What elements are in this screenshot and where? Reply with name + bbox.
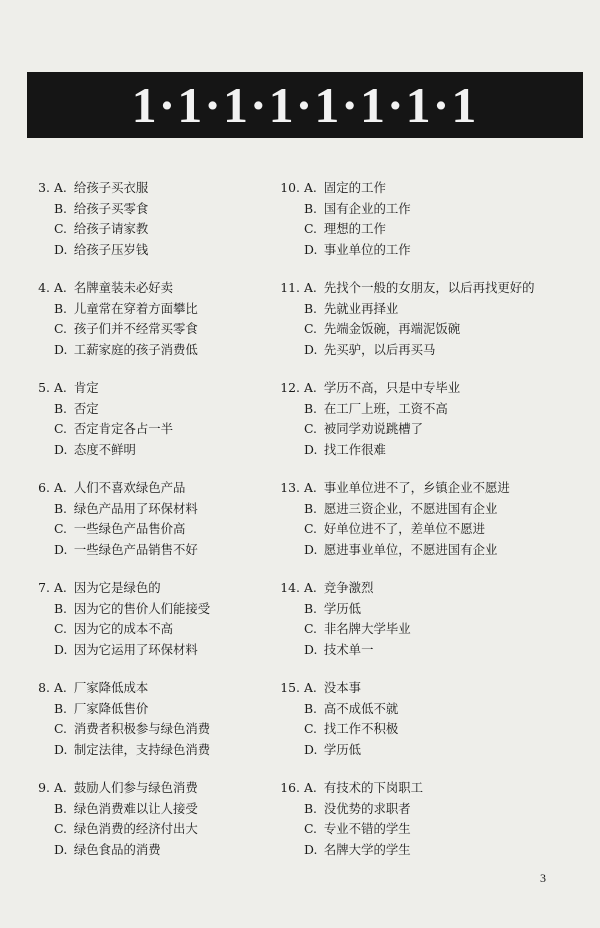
option-letter: B. xyxy=(53,800,67,816)
option-line xyxy=(276,240,546,261)
option-text: 绿色产品用了环保材料 xyxy=(73,500,198,516)
option-line xyxy=(276,578,546,599)
question-10 xyxy=(276,178,546,278)
option-letter: D. xyxy=(303,441,318,457)
option-line xyxy=(276,299,546,320)
option-letter: C. xyxy=(303,621,317,636)
option-letter: C. xyxy=(53,421,67,436)
option-letter: A. xyxy=(53,280,67,295)
option-line xyxy=(26,278,296,299)
option-line xyxy=(276,478,546,499)
option-letter: A. xyxy=(303,780,317,795)
question-12 xyxy=(276,378,546,478)
option-line xyxy=(26,578,296,599)
option-text: 专业不错的学生 xyxy=(323,821,411,836)
option-line xyxy=(26,719,296,740)
option-line xyxy=(26,640,296,661)
option-letter: C. xyxy=(303,321,317,336)
option-line xyxy=(26,319,296,340)
option-line xyxy=(276,440,546,461)
option-text: 理想的工作 xyxy=(323,221,386,236)
question-number: 9. xyxy=(38,780,50,795)
option-text: 竞争激烈 xyxy=(323,580,374,595)
option-letter: D. xyxy=(303,241,318,257)
option-letter: D. xyxy=(303,841,318,857)
option-text: 没优势的求职者 xyxy=(323,800,411,816)
option-text: 高不成低不就 xyxy=(323,700,399,716)
option-line xyxy=(276,819,546,840)
question-9 xyxy=(26,778,296,878)
option-line xyxy=(26,778,296,799)
question-8 xyxy=(26,678,296,778)
option-letter: C. xyxy=(303,521,317,536)
option-letter: A. xyxy=(53,180,67,195)
option-line xyxy=(276,799,546,820)
option-letter: A. xyxy=(303,280,317,295)
option-text: 愿进事业单位，不愿进国有企业 xyxy=(323,541,498,557)
option-letter: A. xyxy=(303,580,317,595)
page-number: 3 xyxy=(540,871,546,885)
question-13 xyxy=(276,478,546,578)
option-letter: C. xyxy=(53,821,67,836)
option-line xyxy=(26,678,296,699)
option-line xyxy=(276,778,546,799)
option-text: 技术单一 xyxy=(323,641,374,657)
question-7 xyxy=(26,578,296,678)
question-number: 8. xyxy=(38,680,50,695)
option-text: 固定的工作 xyxy=(323,180,386,195)
option-text: 先找个一般的女朋友，以后再找更好的 xyxy=(323,280,535,295)
option-line xyxy=(276,399,546,420)
option-text: 学历低 xyxy=(323,741,362,757)
option-letter: D. xyxy=(53,341,68,357)
option-letter: B. xyxy=(53,300,67,316)
option-letter: A. xyxy=(303,380,317,395)
option-letter: C. xyxy=(53,621,67,636)
option-letter: D. xyxy=(303,341,318,357)
question-number: 14. xyxy=(280,580,300,595)
option-text: 愿进三资企业，不愿进国有企业 xyxy=(323,500,498,516)
option-text: 孩子们并不经常买零食 xyxy=(73,321,198,336)
left-question-column xyxy=(26,178,296,878)
question-number: 10. xyxy=(280,180,300,195)
question-number: 13. xyxy=(280,480,300,495)
option-text: 肯定 xyxy=(73,380,99,395)
option-text: 给孩子压岁钱 xyxy=(73,241,149,257)
option-text: 在工厂上班，工资不高 xyxy=(323,400,448,416)
option-line xyxy=(26,799,296,820)
option-text: 被同学劝说跳槽了 xyxy=(323,421,424,436)
option-text: 好单位进不了，差单位不愿进 xyxy=(323,521,485,536)
option-letter: C. xyxy=(53,721,67,736)
question-4 xyxy=(26,278,296,378)
option-letter: C. xyxy=(53,521,67,536)
option-line xyxy=(26,240,296,261)
option-text: 找工作不积极 xyxy=(323,721,399,736)
option-line xyxy=(276,278,546,299)
option-line xyxy=(26,299,296,320)
option-line xyxy=(276,640,546,661)
right-question-column xyxy=(276,178,546,878)
question-number: 3. xyxy=(38,180,50,195)
option-line xyxy=(276,519,546,540)
option-letter: D. xyxy=(53,641,68,657)
option-text: 学历不高，只是中专毕业 xyxy=(323,380,461,395)
option-text: 给孩子买零食 xyxy=(73,200,149,216)
option-letter: A. xyxy=(53,480,67,495)
option-line xyxy=(26,199,296,220)
option-line xyxy=(276,199,546,220)
option-line xyxy=(276,719,546,740)
option-text: 给孩子买衣服 xyxy=(73,180,149,195)
option-text: 态度不鲜明 xyxy=(73,441,136,457)
option-letter: B. xyxy=(303,700,317,716)
option-text: 鼓励人们参与绿色消费 xyxy=(73,780,198,795)
option-line xyxy=(276,699,546,720)
option-letter: A. xyxy=(53,380,67,395)
option-line xyxy=(26,419,296,440)
option-line xyxy=(26,378,296,399)
option-text: 否定 xyxy=(73,400,99,416)
question-3 xyxy=(26,178,296,278)
question-number: 11. xyxy=(280,280,300,295)
option-letter: B. xyxy=(303,200,317,216)
question-number: 7. xyxy=(38,580,50,595)
option-line xyxy=(26,840,296,861)
question-number: 16. xyxy=(280,780,300,795)
option-line xyxy=(26,178,296,199)
option-text: 先端金饭碗，再端泥饭碗 xyxy=(323,321,461,336)
option-line xyxy=(26,540,296,561)
option-letter: A. xyxy=(303,180,317,195)
option-text: 先就业再择业 xyxy=(323,300,399,316)
option-letter: B. xyxy=(303,500,317,516)
option-line xyxy=(276,319,546,340)
chapter-banner xyxy=(27,72,583,138)
question-15 xyxy=(276,678,546,778)
option-text: 给孩子请家教 xyxy=(73,221,149,236)
option-text: 非名牌大学毕业 xyxy=(323,621,411,636)
option-text: 找工作很难 xyxy=(323,441,386,457)
option-letter: C. xyxy=(303,821,317,836)
option-text: 工薪家庭的孩子消费低 xyxy=(73,341,198,357)
option-line xyxy=(26,478,296,499)
option-line xyxy=(26,499,296,520)
question-number: 6. xyxy=(38,480,50,495)
option-line xyxy=(276,840,546,861)
option-letter: C. xyxy=(53,321,67,336)
option-line xyxy=(276,678,546,699)
option-letter: C. xyxy=(53,221,67,236)
option-line xyxy=(276,499,546,520)
option-text: 绿色消费难以让人接受 xyxy=(73,800,198,816)
option-text: 名牌大学的学生 xyxy=(323,841,411,857)
option-text: 一些绿色产品销售不好 xyxy=(73,541,198,557)
option-line xyxy=(276,740,546,761)
option-text: 有技术的下岗职工 xyxy=(323,780,424,795)
option-line xyxy=(276,599,546,620)
option-text: 因为它的售价人们能接受 xyxy=(73,600,211,616)
option-text: 绿色食品的消费 xyxy=(73,841,161,857)
option-line xyxy=(26,599,296,620)
question-number: 5. xyxy=(38,380,50,395)
option-line xyxy=(26,519,296,540)
option-text: 先买驴，以后再买马 xyxy=(323,341,436,357)
option-text: 儿童常在穿着方面攀比 xyxy=(73,300,198,316)
option-text: 因为它是绿色的 xyxy=(73,580,161,595)
option-letter: D. xyxy=(53,741,68,757)
option-text: 制定法律，支持绿色消费 xyxy=(73,741,211,757)
option-letter: A. xyxy=(53,580,67,595)
option-line xyxy=(26,219,296,240)
option-line xyxy=(26,819,296,840)
option-text: 学历低 xyxy=(323,600,362,616)
option-letter: B. xyxy=(303,600,317,616)
option-letter: B. xyxy=(303,300,317,316)
option-text: 事业单位的工作 xyxy=(323,241,411,257)
option-letter: A. xyxy=(53,780,67,795)
option-text: 消费者积极参与绿色消费 xyxy=(73,721,211,736)
option-letter: C. xyxy=(303,421,317,436)
option-text: 绿色消费的经济付出大 xyxy=(73,821,198,836)
option-letter: B. xyxy=(303,400,317,416)
option-letter: B. xyxy=(53,400,67,416)
option-text: 否定肯定各占一半 xyxy=(73,421,174,436)
option-text: 因为它运用了环保材料 xyxy=(73,641,198,657)
option-text: 因为它的成本不高 xyxy=(73,621,174,636)
option-letter: B. xyxy=(53,600,67,616)
option-line xyxy=(26,440,296,461)
question-number: 4. xyxy=(38,280,50,295)
question-11 xyxy=(276,278,546,378)
option-line xyxy=(26,699,296,720)
option-line xyxy=(26,399,296,420)
option-letter: D. xyxy=(53,841,68,857)
option-letter: D. xyxy=(303,541,318,557)
option-letter: B. xyxy=(53,500,67,516)
banner-title: 1·1·1·1·1·1·1·1 xyxy=(131,77,479,133)
option-line xyxy=(276,378,546,399)
question-6 xyxy=(26,478,296,578)
option-letter: A. xyxy=(303,480,317,495)
option-text: 国有企业的工作 xyxy=(323,200,411,216)
option-line xyxy=(26,619,296,640)
option-text: 厂家降低成本 xyxy=(73,680,149,695)
option-line xyxy=(276,219,546,240)
option-letter: D. xyxy=(303,741,318,757)
question-14 xyxy=(276,578,546,678)
option-letter: C. xyxy=(303,721,317,736)
option-letter: B. xyxy=(303,800,317,816)
option-letter: B. xyxy=(53,200,67,216)
option-text: 人们不喜欢绿色产品 xyxy=(73,480,186,495)
option-letter: A. xyxy=(303,680,317,695)
option-letter: B. xyxy=(53,700,67,716)
question-16 xyxy=(276,778,546,878)
option-letter: D. xyxy=(53,441,68,457)
option-text: 名牌童装未必好卖 xyxy=(73,280,174,295)
option-line xyxy=(26,340,296,361)
option-line xyxy=(276,540,546,561)
option-letter: A. xyxy=(53,680,67,695)
option-line xyxy=(276,340,546,361)
option-letter: C. xyxy=(303,221,317,236)
option-letter: D. xyxy=(53,541,68,557)
question-5 xyxy=(26,378,296,478)
option-text: 一些绿色产品售价高 xyxy=(73,521,186,536)
option-text: 没本事 xyxy=(323,680,362,695)
option-line xyxy=(276,178,546,199)
option-text: 事业单位进不了，乡镇企业不愿进 xyxy=(323,480,510,495)
question-number: 12. xyxy=(280,380,300,395)
option-line xyxy=(276,619,546,640)
option-letter: D. xyxy=(53,241,68,257)
option-line xyxy=(26,740,296,761)
question-number: 15. xyxy=(280,680,300,695)
option-letter: D. xyxy=(303,641,318,657)
option-text: 厂家降低售价 xyxy=(73,700,149,716)
option-line xyxy=(276,419,546,440)
